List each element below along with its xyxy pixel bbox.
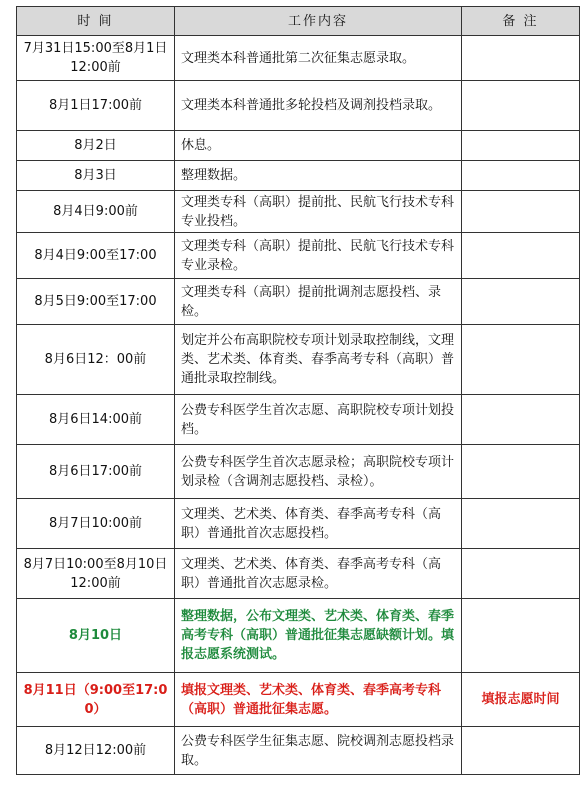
schedule-table [16,6,580,775]
table-row [17,81,580,131]
time-cell: 8月4日9:00前 [17,191,175,233]
note-cell: 填报志愿时间 [462,673,580,727]
table-row [17,191,580,233]
header-time: 时 间 [17,7,175,36]
time-cell: 7月31日15:00至8月1日12:00前 [17,36,175,81]
schedule-body [17,36,580,775]
content-cell: 整理数据。 [175,161,462,191]
time-cell: 8月6日17:00前 [17,445,175,499]
note-cell [462,81,580,131]
note-cell [462,499,580,549]
content-cell: 文理类专科（高职）提前批、民航飞行技术专科专业录检。 [175,233,462,279]
content-cell: 文理类专科（高职）提前批调剂志愿投档、录检。 [175,279,462,325]
content-cell: 文理类、艺术类、体育类、春季高考专科（高职）普通批首次志愿录检。 [175,549,462,599]
header-content: 工作内容 [175,7,462,36]
content-cell: 公费专科医学生首次志愿录检；高职院校专项计划录检（含调剂志愿投档、录检）。 [175,445,462,499]
content-cell: 填报文理类、艺术类、体育类、春季高考专科（高职）普通批征集志愿。 [175,673,462,727]
time-cell: 8月7日10:00至8月10日12:00前 [17,549,175,599]
time-cell: 8月6日12：00前 [17,325,175,395]
time-cell: 8月10日 [17,599,175,673]
header-row [17,7,580,36]
time-cell: 8月4日9:00至17:00 [17,233,175,279]
table-row [17,161,580,191]
content-cell: 公费专科医学生征集志愿、院校调剂志愿投档录取。 [175,727,462,775]
time-cell: 8月12日12:00前 [17,727,175,775]
note-cell [462,191,580,233]
time-cell: 8月3日 [17,161,175,191]
time-cell: 8月1日17:00前 [17,81,175,131]
time-cell: 8月6日14:00前 [17,395,175,445]
time-cell: 8月11日（9:00至17:00） [17,673,175,727]
time-cell: 8月2日 [17,131,175,161]
note-cell [462,549,580,599]
table-row [17,445,580,499]
content-cell: 休息。 [175,131,462,161]
note-cell [462,36,580,81]
note-cell [462,161,580,191]
content-cell: 公费专科医学生首次志愿、高职院校专项计划投档。 [175,395,462,445]
table-row [17,549,580,599]
table-row [17,233,580,279]
content-cell: 文理类、艺术类、体育类、春季高考专科（高职）普通批首次志愿投档。 [175,499,462,549]
note-cell [462,727,580,775]
note-cell [462,395,580,445]
note-cell [462,279,580,325]
content-cell: 文理类专科（高职）提前批、民航飞行技术专科专业投档。 [175,191,462,233]
header-note: 备 注 [462,7,580,36]
note-cell [462,233,580,279]
table-row [17,395,580,445]
time-cell: 8月5日9:00至17:00 [17,279,175,325]
table-row [17,673,580,727]
table-row [17,599,580,673]
content-cell: 文理类本科普通批第二次征集志愿录取。 [175,36,462,81]
table-row [17,499,580,549]
content-cell: 整理数据，公布文理类、艺术类、体育类、春季高考专科（高职）普通批征集志愿缺额计划。填报志愿系统测试。 [175,599,462,673]
note-cell [462,599,580,673]
content-cell: 文理类本科普通批多轮投档及调剂投档录取。 [175,81,462,131]
table-row [17,279,580,325]
table-row [17,36,580,81]
note-cell [462,325,580,395]
content-cell: 划定并公布高职院校专项计划录取控制线，文理类、艺术类、体育类、春季高考专科（高职）普通批录取控制线。 [175,325,462,395]
time-cell: 8月7日10:00前 [17,499,175,549]
note-cell [462,131,580,161]
table-row [17,325,580,395]
table-row [17,131,580,161]
note-cell [462,445,580,499]
table-row [17,727,580,775]
